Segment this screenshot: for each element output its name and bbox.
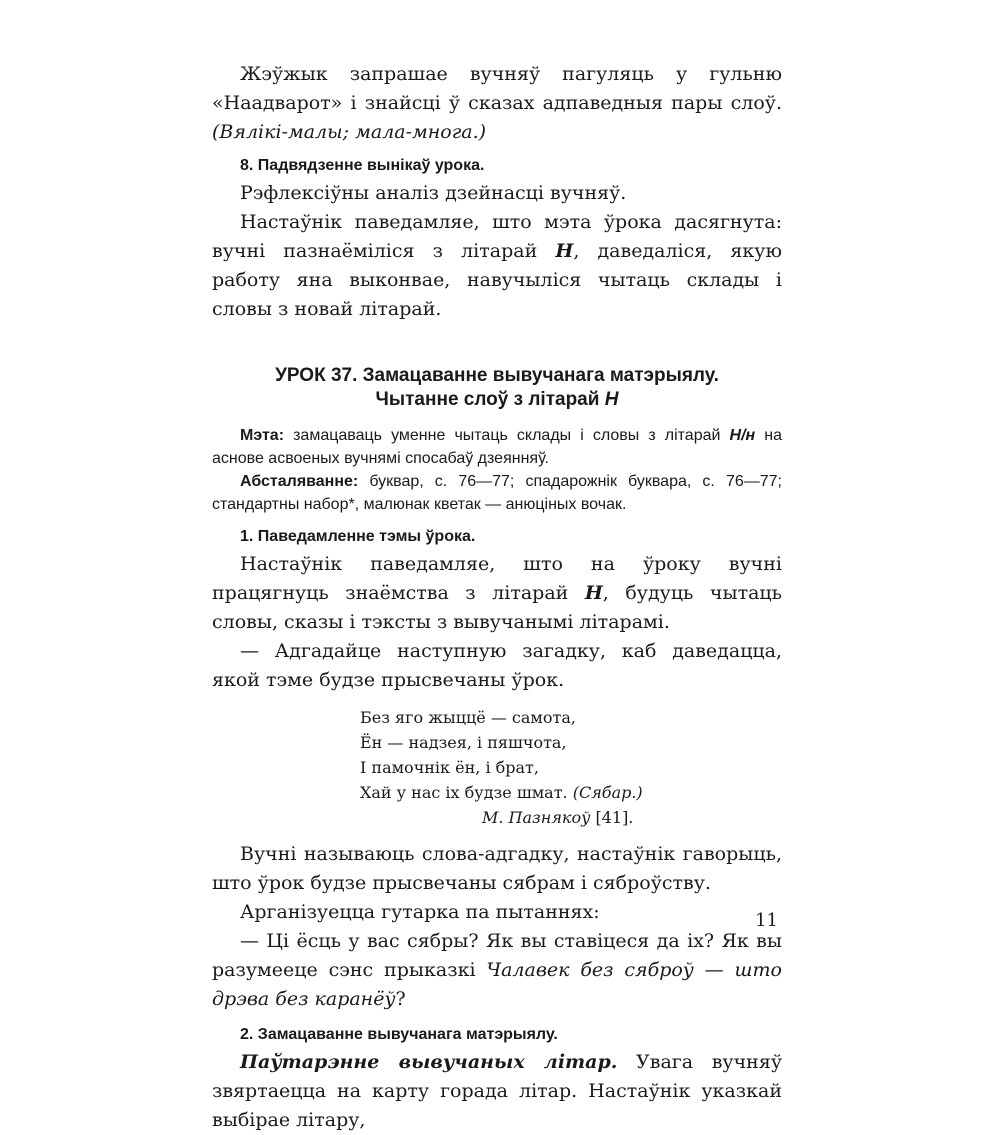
paragraph-topic: Настаўнік паведамляе, што на ўроку вучні працягнуць знаёмства з літарай Н, будуць чытаць словы, сказы і тэксты з вывучанымі літарамі. [212, 553, 782, 633]
section-heading-1: 1. Паведамленне тэмы ўрока. [240, 528, 476, 545]
letter-n: Н [584, 582, 603, 604]
paragraph-discussion: Арганізуецца гутарка па пытаннях: [240, 901, 600, 923]
lesson-title-line1: УРОК 37. Замацаванне вывучанага матэрыялу. [275, 365, 719, 386]
letter-n: Н [604, 389, 619, 410]
paragraph-reflection: Рэфлексіўны аналіз дзейнасці вучняў. [240, 182, 627, 204]
poem-line: І памочнік ён, і брат, [360, 758, 539, 777]
poem-line: Без яго жыццё — самота, [360, 708, 576, 727]
page-number: 11 [755, 910, 778, 931]
review-subtitle: Паўтарэнне вывучаных літар. [240, 1051, 618, 1073]
lesson-aim: Мэта: замацаваць уменне чытаць склады і словы з літарай Н/н на аснове асвоеных вучнямі спосабаў дзеянняў. [212, 427, 782, 467]
letter-n: Н [555, 240, 574, 262]
paragraph-goal-achieved: Настаўнік паведамляе, што мэта ўрока дасягнута: вучні пазнаёміліся з літарай Н, даведаліся, якую работу яна выконвае, навучыліся чытаць склады і словы з новай літарай. [212, 211, 782, 320]
section-heading-2: 2. Замацаванне вывучанага матэрыялу. [240, 1026, 558, 1043]
lesson-equipment: Абсталяванне: буквар, с. 76—77; спадарожнік буквара, с. 76—77; стандартны набор*, малюнак кветак — анюціных вочак. [212, 473, 782, 513]
poem-line: Хай у нас іх будзе шмат. (Сябар.) [360, 783, 643, 802]
page-content [212, 60, 782, 1135]
poem-author: М. Пазнякоў [41]. [482, 808, 634, 827]
paragraph-answer: Вучні называюць слова-адгадку, настаўнік гаворыць, што ўрок будзе прысвечаны сябрам і сяброўству. [212, 843, 782, 894]
italic-answer: (Вялікі-малы; мала-многа.) [212, 121, 487, 143]
poem-line: Ён — надзея, і пяшчота, [360, 733, 567, 752]
section-heading-8: 8. Падвядзенне вынікаў урока. [240, 157, 485, 174]
paragraph-game: Жэўжык запрашае вучняў пагуляць у гульню «Наадварот» і знайсці ў сказах адпаведныя пары слоў. (Вялікі-малы; мала-многа.) [212, 63, 782, 143]
equipment-label: Абсталяванне: [240, 473, 359, 490]
proverb: Чалавек без сяброў — што дрэва без каранёў [212, 959, 782, 1010]
lesson-title [212, 364, 782, 412]
lesson-title-line2: Чытанне слоў з літарай Н [375, 389, 619, 410]
aim-label: Мэта: [240, 427, 285, 444]
paragraph-review: Паўтарэнне вывучаных літар. Увага вучняў звяртаецца на карту горада літар. Настаўнік указкай выбірае літару, [212, 1051, 782, 1131]
paragraph-riddle-intro: — Адгадайце наступную загадку, каб даведацца, якой тэме будзе прысвечаны ўрок. [212, 640, 782, 691]
letter-n-pair: Н/н [729, 427, 756, 444]
paragraph-questions: — Ці ёсць у вас сябры? Як вы ставіцеся да іх? Як вы разумееце сэнс прыказкі Чалавек без сяброў — што дрэва без каранёў? [212, 930, 782, 1010]
poem-answer: (Сябар.) [572, 783, 643, 802]
riddle-poem [360, 705, 782, 830]
